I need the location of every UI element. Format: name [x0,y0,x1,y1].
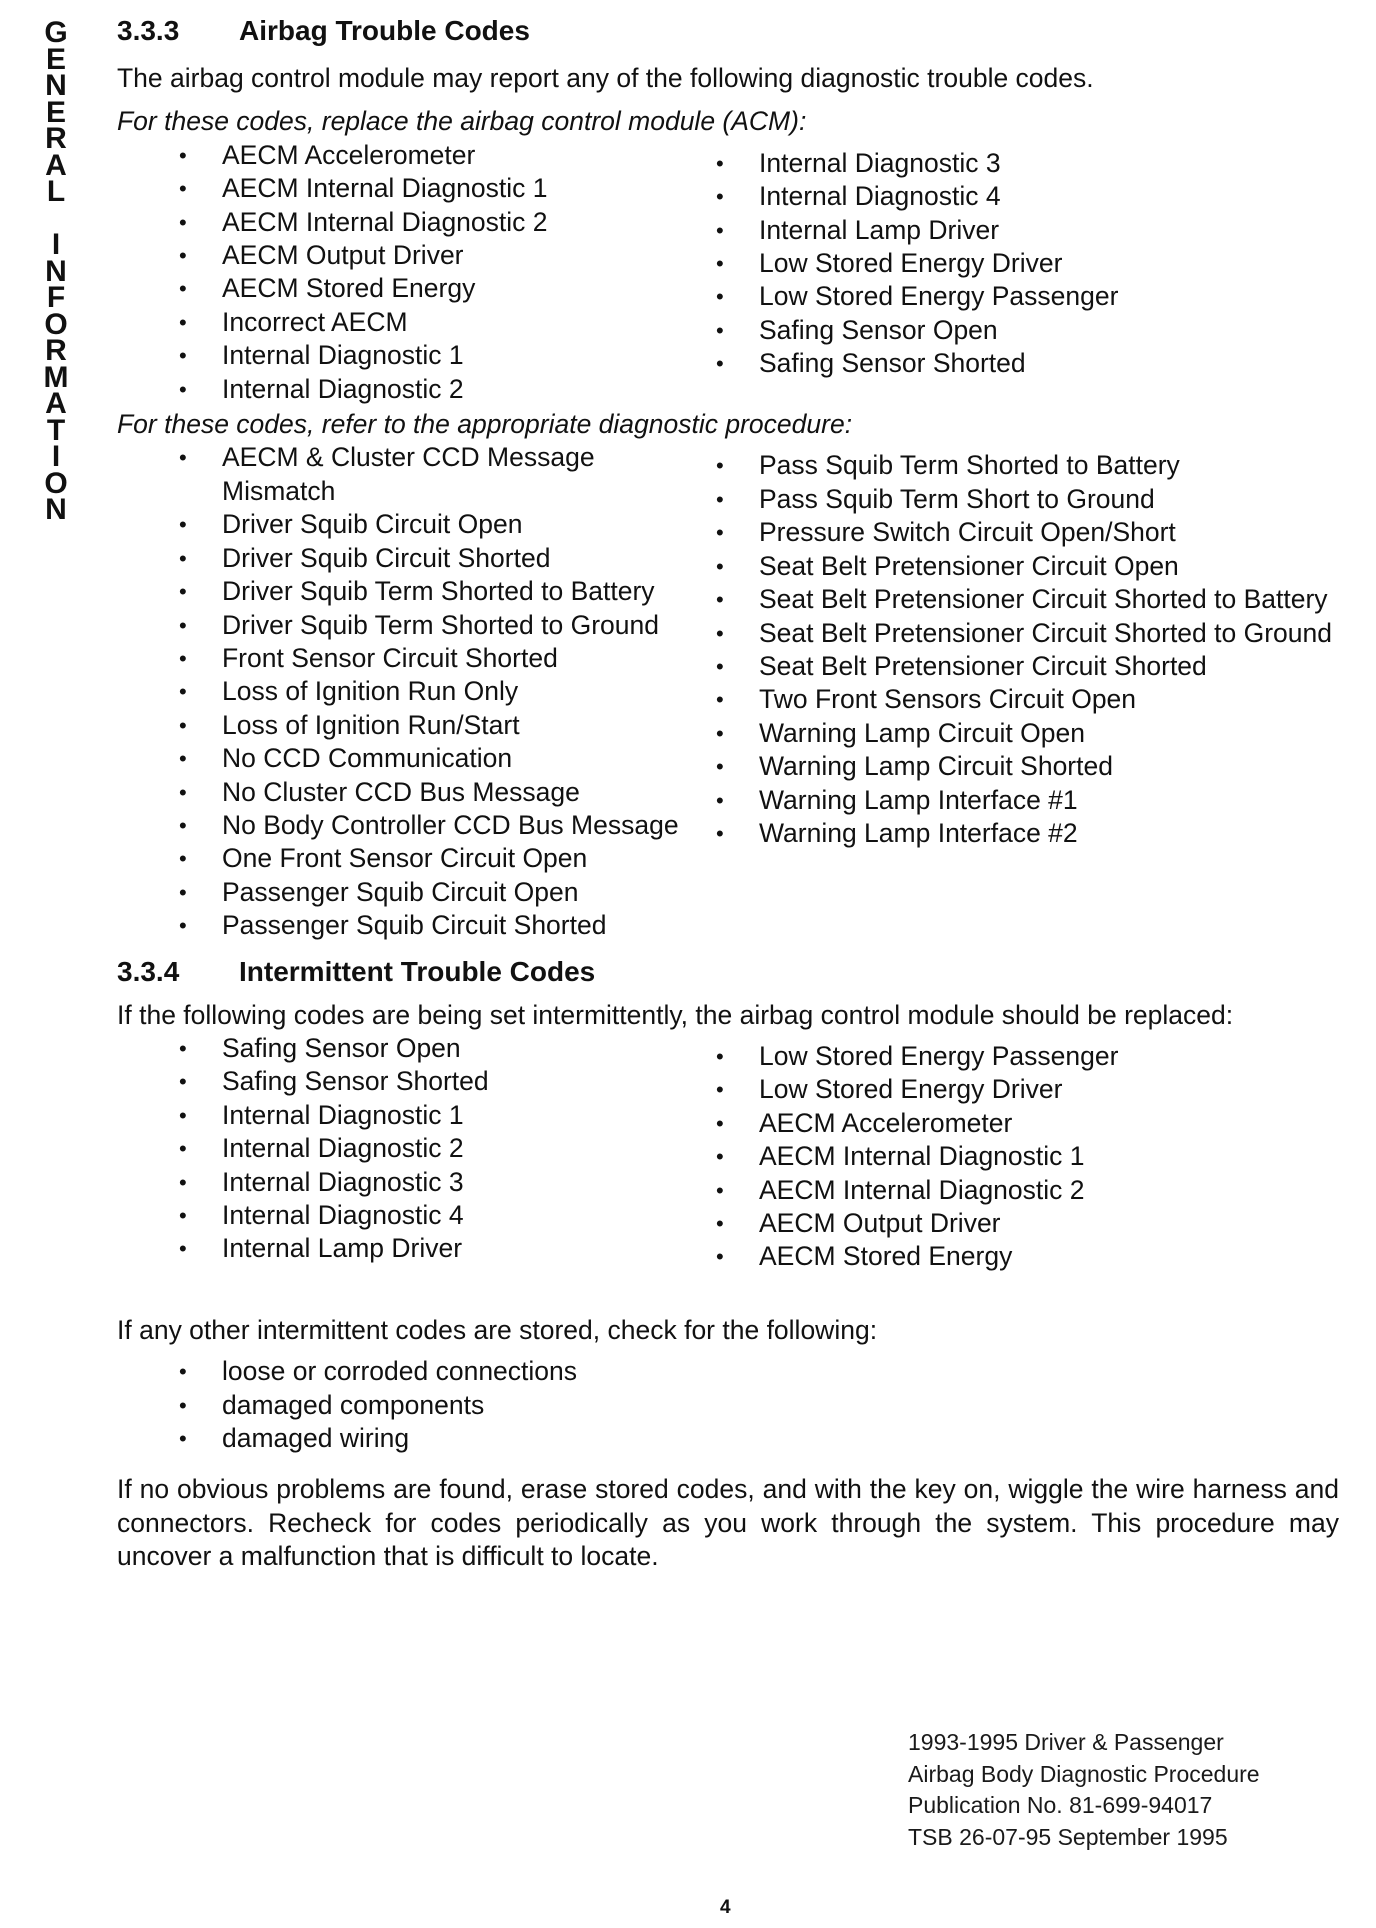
side-label-letter: A [45,148,67,182]
side-label-letter: A [45,387,67,420]
list-item: • AECM Output Driver [716,1207,1339,1240]
list-item: • Internal Diagnostic 2 [179,373,697,406]
list-item: • AECM Internal Diagnostic 2 [716,1174,1339,1207]
side-label-letter: N [45,493,67,526]
list-item: • AECM Stored Energy [179,272,697,305]
list-item: • Seat Belt Pretensioner Circuit Shorted [716,650,1339,683]
list-item: • Internal Diagnostic 3 [179,1166,697,1199]
side-label-letter: T [46,413,66,447]
publication-reference [908,1727,1260,1853]
list-item: • Warning Lamp Circuit Open [716,717,1339,750]
side-label-general-information [38,16,74,526]
side-label-letter: G [44,16,68,49]
list-item: • Seat Belt Pretensioner Circuit Open [716,550,1339,583]
refer-codes-heading: For these codes, refer to the appropriate diagnostic procedure: [117,409,853,440]
list-item: • Safing Sensor Open [179,1032,697,1065]
list-item: • Safing Sensor Open [716,314,1339,347]
side-label-letter: O [44,307,68,341]
list-item: • Driver Squib Term Shorted to Battery [179,575,697,608]
footer-line: 1993-1995 Driver & Passenger [908,1729,1224,1755]
list-item: • Driver Squib Circuit Open [179,508,697,541]
replace-codes-left-list [117,139,697,406]
list-item: • Seat Belt Pretensioner Circuit Shorted to Ground [716,617,1339,650]
list-item: • No Cluster CCD Bus Message [179,776,697,809]
list-item: • Incorrect AECM [179,306,697,339]
side-label-letter: I [51,228,61,261]
list-item: • Internal Diagnostic 3 [716,147,1339,180]
closing-paragraph: If no obvious problems are found, erase stored codes, and with the key on, wiggle the wire harness and connectors. Recheck for codes periodically as you work through the system. This procedure may uncover a malfunction that is difficult to locate. [117,1474,1339,1572]
page-content [117,14,1339,1574]
section-intro: The airbag control module may report any of the following diagnostic trouble codes. [117,63,1094,93]
side-label-letter: E [45,95,66,129]
list-item: • AECM & Cluster CCD Message Mismatch [179,441,697,508]
list-item: • Safing Sensor Shorted [716,347,1339,380]
list-item: • damaged components [179,1389,697,1422]
list-item: • Warning Lamp Circuit Shorted [716,750,1339,783]
list-item: • AECM Accelerometer [716,1107,1339,1140]
footer-line: TSB 26-07-95 September 1995 [908,1823,1228,1850]
side-label-letter: N [45,254,67,288]
list-item: • AECM Internal Diagnostic 1 [716,1140,1339,1173]
section-3-3-4-heading [117,955,1339,989]
footer-line: Airbag Body Diagnostic Procedure [908,1760,1260,1787]
intermittent-codes-lists [117,1032,1339,1274]
section-number: 3.3.4 [117,955,180,987]
section-title: Intermittent Trouble Codes [239,955,596,987]
section-3-3-3-heading [117,14,1339,48]
refer-codes-right-list [697,441,1339,942]
side-label-letter: R [45,334,67,367]
list-item: • Loss of Ignition Run/Start [179,709,697,742]
list-item: • Internal Diagnostic 1 [179,1099,697,1132]
list-item: • AECM Stored Energy [716,1240,1339,1273]
list-item: • damaged wiring [179,1422,697,1455]
list-item: • Safing Sensor Shorted [179,1065,697,1098]
replace-codes-heading: For these codes, replace the airbag control module (ACM): [117,106,807,137]
list-item: • Driver Squib Circuit Shorted [179,542,697,575]
replace-codes-right-list [697,139,1339,406]
list-item: • AECM Internal Diagnostic 2 [179,206,697,239]
footer-line: Publication No. 81-699-94017 [908,1792,1213,1818]
list-item: • Low Stored Energy Driver [716,1073,1339,1106]
list-item: • Passenger Squib Circuit Shorted [179,909,697,942]
side-label-letter: F [46,281,66,314]
side-label-letter: O [44,466,68,500]
check-list [117,1355,697,1455]
list-item: • Warning Lamp Interface #2 [716,817,1339,850]
side-label-letter: R [45,122,67,155]
list-item: • Two Front Sensors Circuit Open [716,683,1339,716]
list-item: • No CCD Communication [179,742,697,775]
list-item: • AECM Internal Diagnostic 1 [179,172,697,205]
other-codes-intro: If any other intermittent codes are stored, check for the following: [117,1314,878,1345]
list-item: • One Front Sensor Circuit Open [179,842,697,875]
list-item: • Driver Squib Term Shorted to Ground [179,609,697,642]
list-item: • Low Stored Energy Passenger [716,1040,1339,1073]
list-item: • Low Stored Energy Driver [716,247,1339,280]
list-item: • loose or corroded connections [179,1355,697,1388]
refer-codes-left-list [117,441,697,942]
list-item: • Internal Diagnostic 4 [716,180,1339,213]
list-item: • Seat Belt Pretensioner Circuit Shorted to Battery [716,583,1339,616]
list-item: • No Body Controller CCD Bus Message [179,809,697,842]
intermittent-codes-right-list [697,1032,1339,1274]
list-item: • Front Sensor Circuit Shorted [179,642,697,675]
side-label-letter: N [45,69,67,102]
list-item: • Loss of Ignition Run Only [179,675,697,708]
list-item: • Internal Lamp Driver [179,1232,697,1265]
side-label-letter: E [45,42,66,76]
page-number: 4 [720,1897,731,1918]
side-label-letter: M [43,360,69,394]
list-item: • Pass Squib Term Shorted to Battery [716,449,1339,482]
intermittent-codes-left-list [117,1032,697,1274]
list-item: • Internal Diagnostic 1 [179,339,697,372]
list-item: • Pressure Switch Circuit Open/Short [716,516,1339,549]
side-label-letter: I [51,440,61,473]
list-item: • Low Stored Energy Passenger [716,280,1339,313]
section-number: 3.3.3 [117,15,180,46]
list-item: • Internal Diagnostic 2 [179,1132,697,1165]
list-item: • AECM Accelerometer [179,139,697,172]
section-title: Airbag Trouble Codes [239,15,530,46]
list-item: • Internal Diagnostic 4 [179,1199,697,1232]
list-item: • Pass Squib Term Short to Ground [716,483,1339,516]
list-item: • Passenger Squib Circuit Open [179,876,697,909]
list-item: • Internal Lamp Driver [716,214,1339,247]
list-item: • AECM Output Driver [179,239,697,272]
intermittent-intro: If the following codes are being set intermittently, the airbag control module should be replaced: [117,999,1234,1030]
side-label-letter: L [46,175,66,208]
replace-codes-lists [117,139,1339,406]
refer-codes-lists [117,441,1339,942]
list-item: • Warning Lamp Interface #1 [716,784,1339,817]
